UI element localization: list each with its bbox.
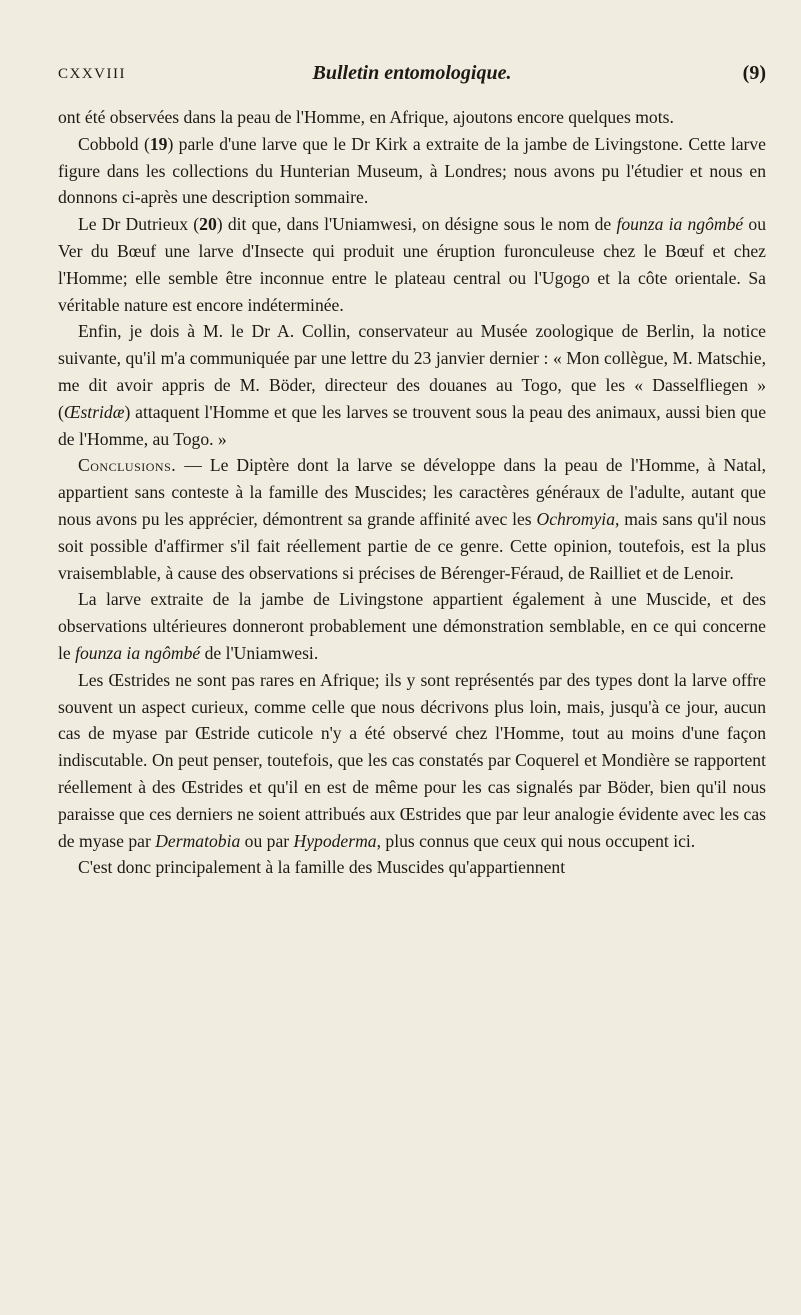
conclusions-heading: Conclusions. <box>78 455 177 476</box>
paragraph-2-text-b: ) parle d'une larve que le Dr Kirk a extraite de la jambe de Livingstone. Cette larve figure dans les collections du Hunterian Museum, à Londres; nous avons pu l'étudier et nous en donnons ci-après une description sommaire. <box>58 133 766 208</box>
article-body <box>58 104 766 881</box>
paragraph-8-text: C'est donc principalement à la famille des Muscides qu'appartiennent <box>78 857 566 878</box>
paragraph-4-text-a: Enfin, je dois à M. le Dr A. Collin, conservateur au Musée zoologique de Berlin, la notice suivante, qu'il m'a communiquée par une lettre du 23 janvier dernier : « Mon collègue, M. Matschie, me dit avoir appris de M. Böder, directeur des douanes au Togo, que les « Dasselfliegen » ( <box>58 321 766 422</box>
paragraph-7-text-a: Les Œstrides ne sont pas rares en Afrique; ils y sont représentés par des types dont la larve offre souvent un aspect curieux, comme celle que nous décrivons plus loin, mais, jusqu'à ce jour, aucun cas de myase par Œstride cuticole n'y a été observé chez l'Homme, tout au moins d'une façon indiscutable. On peut penser, toutefois, que les cas constatés par Coquerel et Mondière se rapportent réellement à des Œstrides et qu'il en est de même pour les cas signalés par Böder, bien qu'il nous paraisse que ces derniers ne soient attribués aux Œstrides que par leur analogie évidente avec les cas de myase par <box>58 669 766 851</box>
paragraph-3-text-a: Le Dr Dutrieux ( <box>78 214 200 235</box>
section-number: (9) <box>742 62 766 84</box>
paragraph-2 <box>58 131 766 211</box>
paragraph-3-text-c: ou Ver du Bœuf une larve d'Insecte qui produit une éruption furonculeuse chez le Bœuf et chez l'Homme; elle semble être inconnue entre le plateau central ou l'Ugogo et la côte orientale. Sa véritable nature est encore indéterminée. <box>58 214 766 315</box>
term-oestridae: Œstridæ <box>63 401 125 422</box>
reference-19: 19 <box>149 133 168 154</box>
running-header <box>58 62 766 90</box>
paragraph-5 <box>58 452 766 586</box>
paragraph-7-text-b: ou par <box>240 830 294 851</box>
term-founza: founza ia ngômbé <box>616 214 744 235</box>
journal-title: Bulletin entomologique. <box>312 62 512 84</box>
paragraph-3 <box>58 211 766 318</box>
paragraph-7 <box>58 667 766 855</box>
reference-20: 20 <box>199 214 217 235</box>
term-dermatobia: Dermatobia <box>155 830 241 851</box>
paragraph-4 <box>58 318 766 452</box>
paragraph-1-text: ont été observées dans la peau de l'Homme, en Afrique, ajoutons encore quelques mots. <box>58 107 674 127</box>
paragraph-2-text-a: Cobbold ( <box>78 133 150 154</box>
page-number-roman: CXXVIII <box>58 66 126 82</box>
term-founza-2: founza ia ngômbé <box>75 642 201 663</box>
term-hypoderma: Hypoderma <box>293 830 377 851</box>
term-ochromyia: Ochromyia <box>536 508 615 529</box>
paragraph-4-text-b: ) attaquent l'Homme et que les larves se trouvent sous la peau des animaux, aussi bien que de l'Homme, au Togo. » <box>58 401 766 449</box>
paragraph-1 <box>58 104 766 131</box>
paragraph-6-text-a: La larve extraite de la jambe de Livingstone appartient également à une Muscide, et des observations ultérieures donneront probablement une démonstration semblable, en ce qui concerne le <box>58 589 766 663</box>
paragraph-8 <box>58 854 766 881</box>
paragraph-6-text-b: de l'Uniamwesi. <box>200 642 319 663</box>
paragraph-5-text-b: , mais sans qu'il nous soit possible d'affirmer s'il fait réellement partie de ce genre. Cette opinion, toutefois, est la plus vraisemblable, à cause des observations si précises de Bérenger-Féraud, de Railliet et de Lenoir. <box>58 508 766 583</box>
paragraph-3-text-b: ) dit que, dans l'Uniamwesi, on désigne sous le nom de <box>216 214 617 235</box>
paragraph-7-text-c: , plus connus que ceux qui nous occupent ici. <box>376 830 696 851</box>
paragraph-6 <box>58 586 766 666</box>
paragraph-5-text-a: — Le Diptère dont la larve se développe dans la peau de l'Homme, à Natal, appartient sans conteste à la famille des Muscides; les caractères généraux de l'adulte, autant que nous avons pu les apprécier, démontrent sa grande affinité avec les <box>58 455 766 529</box>
